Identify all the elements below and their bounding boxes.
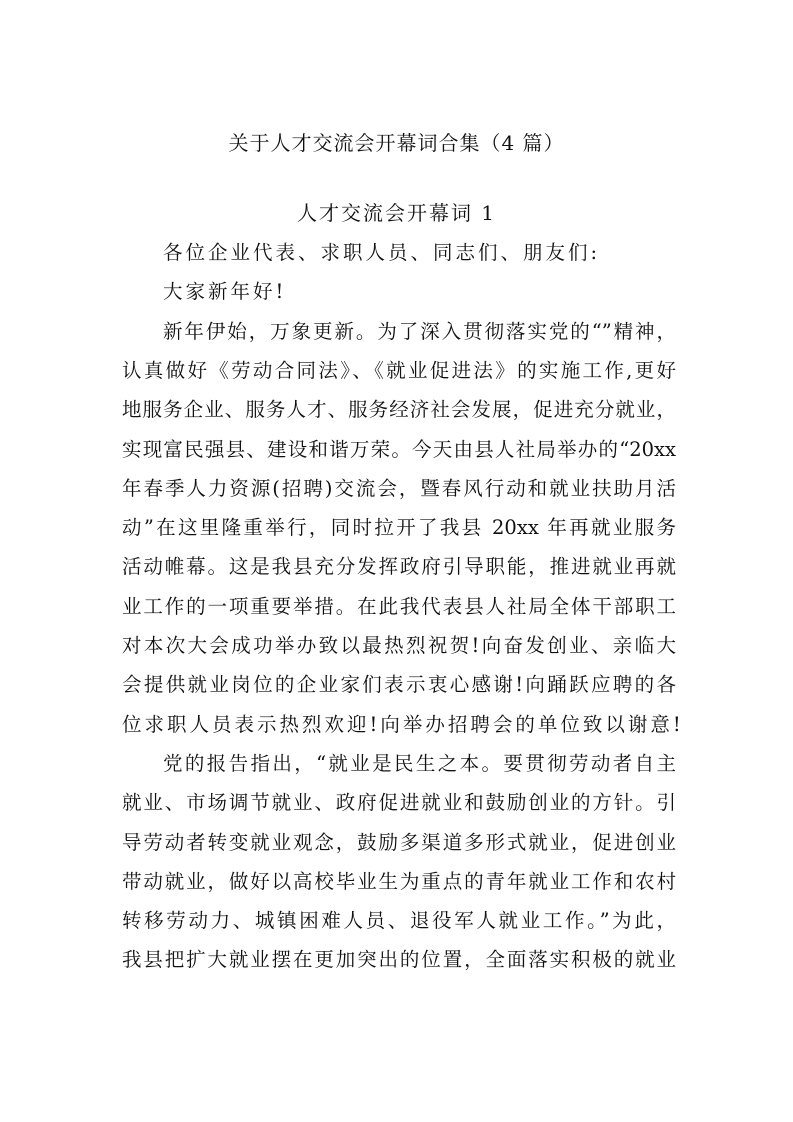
text-line: 业工作的一项重要举措。在此我代表县人社局全体干部职工: [122, 594, 676, 618]
text-line: 我县把扩大就业摆在更加突出的位置，全面落实积极的就业: [122, 948, 676, 972]
section-title: 人才交流会开幕词 1: [296, 201, 497, 225]
text-line: 大家新年好!: [163, 280, 287, 304]
text-line: 实现富民强县、建设和谐万荣。今天由县人社局举办的“20xx: [122, 437, 676, 461]
text-line: 党的报告指出，“就业是民生之本。要贯彻劳动者自主: [163, 751, 676, 775]
text-line: 位求职人员表示热烈欢迎!向举办招聘会的单位致以谢意!: [122, 712, 684, 736]
text-line: 带动就业，做好以高校毕业生为重点的青年就业工作和农村: [122, 869, 676, 893]
document-title: 关于人才交流会开幕词合集（4 篇）: [228, 131, 565, 155]
text-line: 认真做好《劳动合同法》、《就业促进法》的实施工作,更好: [122, 358, 676, 382]
text-line: 活动帷幕。这是我县充分发挥政府引导职能，推进就业再就: [122, 555, 676, 579]
text-line: 新年伊始，万象更新。为了深入贯彻落实党的“”精神，: [163, 319, 676, 343]
text-line: 年春季人力资源(招聘)交流会，暨春风行动和就业扶助月活: [122, 476, 676, 500]
text-line: 各位企业代表、求职人员、同志们、朋友们:: [163, 241, 601, 264]
text-line: 对本次大会成功举办致以最热烈祝贺!向奋发创业、亲临大: [122, 634, 676, 657]
text-line: 地服务企业、服务人才、服务经济社会发展，促进充分就业，: [122, 398, 676, 422]
text-line: 动”在这里隆重举行，同时拉开了我县 20xx 年再就业服务: [122, 516, 676, 540]
text-line: 就业、市场调节就业、政府促进就业和鼓励创业的方针。引: [122, 791, 676, 815]
text-line: 会提供就业岗位的企业家们表示衷心感谢!向踊跃应聘的各: [122, 673, 676, 697]
text-line: 转移劳动力、城镇困难人员、退役军人就业工作。”为此，: [122, 909, 676, 933]
text-line: 导劳动者转变就业观念，鼓励多渠道多形式就业，促进创业: [122, 830, 676, 854]
